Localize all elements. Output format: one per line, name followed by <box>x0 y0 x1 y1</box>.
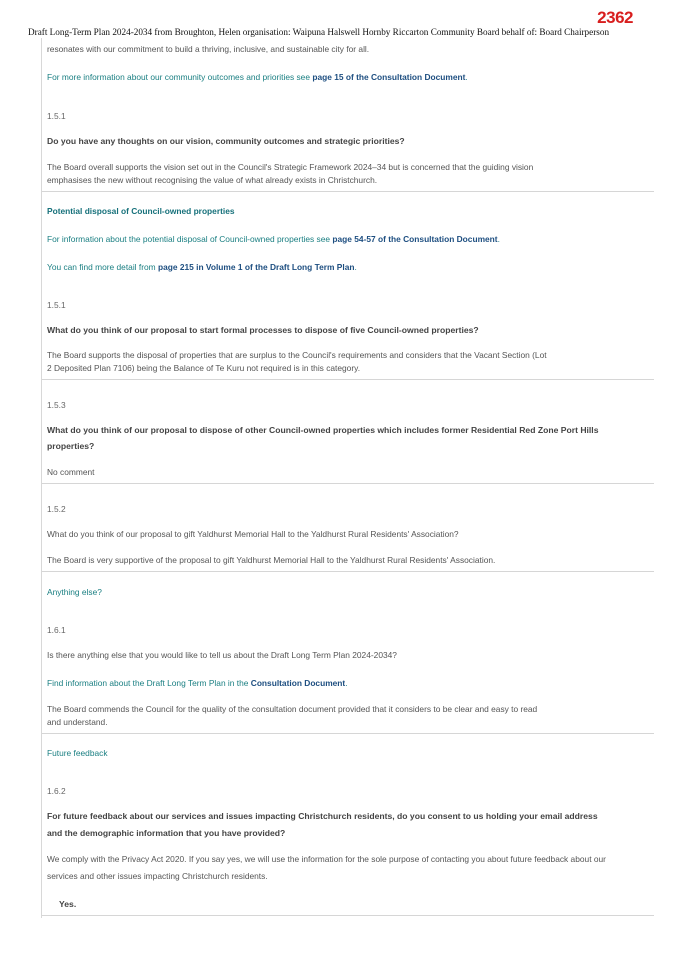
answer-other-properties: No comment <box>47 467 95 477</box>
question-anything-else: Is there anything else that you would like to tell us about the Draft Long Term Plan 2024-2034? <box>47 650 397 660</box>
answer-five-properties-line2: 2 Deposited Plan 7106) being the Balance of Te Kuru not required is in this category. <box>47 363 361 373</box>
question-other-properties-line2: properties? <box>47 441 95 451</box>
question-yaldhurst: What do you think of our proposal to gift Yaldhurst Memorial Hall to the Yaldhurst Rural Residents' Association? <box>47 529 459 539</box>
ltp-info: Find information about the Draft Long Term Plan in the Consultation Document. <box>47 678 348 688</box>
question-vision: Do you have any thoughts on our vision, community outcomes and strategic priorities? <box>47 136 405 146</box>
divider <box>42 571 654 572</box>
question-number: 1.6.2 <box>47 786 66 796</box>
question-number: 1.5.2 <box>47 504 66 514</box>
question-number: 1.5.3 <box>47 400 66 410</box>
question-number: 1.6.1 <box>47 625 66 635</box>
divider <box>42 915 654 916</box>
divider <box>42 191 654 192</box>
privacy-text-line1: We comply with the Privacy Act 2020. If you say yes, we will use the information for the sole purpose of contacting you about future feedback about our <box>47 854 606 864</box>
disposal-detail: You can find more detail from page 215 in Volume 1 of the Draft Long Term Plan. <box>47 262 357 272</box>
answer-anything-else-line1: The Board commends the Council for the quality of the consultation document provided that it considers to be clear and easy to read <box>47 704 538 714</box>
question-number: 1.5.1 <box>47 111 66 121</box>
section-heading-anything-else: Anything else? <box>47 587 102 597</box>
answer-five-properties-line1: The Board supports the disposal of properties that are surplus to the Council's requirements and considers that the Vacant Section (Lot <box>47 350 547 360</box>
question-number: 1.5.1 <box>47 300 66 310</box>
answer-vision-line2: emphasises the new without recognising the value of what already exists in Christchurch. <box>47 175 378 185</box>
community-info-link[interactable]: page 15 of the Consultation Document <box>312 72 466 82</box>
privacy-text-line2: services and other issues impacting Christchurch residents. <box>47 871 268 881</box>
section-heading-disposal: Potential disposal of Council-owned properties <box>47 206 235 216</box>
question-consent-line2: and the demographic information that you have provided? <box>47 828 286 838</box>
disposal-info: For information about the potential disposal of Council-owned properties see page 54-57 of the Consultation Document. <box>47 234 500 244</box>
answer-consent: Yes. <box>59 899 77 909</box>
question-other-properties-line1: What do you think of our proposal to dispose of other Council-owned properties which includes former Residential Red Zone Port Hills <box>47 425 599 435</box>
submission-content <box>41 38 654 918</box>
consultation-document-link[interactable]: Consultation Document <box>250 678 346 688</box>
disposal-detail-link[interactable]: page 215 in Volume 1 of the Draft Long Term Plan <box>157 262 355 272</box>
divider <box>42 733 654 734</box>
document-header: Draft Long-Term Plan 2024-2034 from Broughton, Helen organisation: Waipuna Halswell Hornby Riccarton Community Board behalf of: Board Chairperson <box>28 27 610 37</box>
question-five-properties: What do you think of our proposal to start formal processes to dispose of five Council-owned properties? <box>47 325 479 335</box>
question-consent-line1: For future feedback about our services and issues impacting Christchurch residents, do you consent to us holding your email address <box>47 811 598 821</box>
section-heading-future-feedback: Future feedback <box>47 748 108 758</box>
page-number: 2362 <box>597 8 633 27</box>
community-info: For more information about our community outcomes and priorities see page 15 of the Consultation Document. <box>47 72 468 82</box>
intro-line: resonates with our commitment to build a thriving, inclusive, and sustainable city for all. <box>47 44 370 54</box>
divider <box>42 379 654 380</box>
disposal-info-link[interactable]: page 54-57 of the Consultation Document <box>332 234 498 244</box>
answer-anything-else-line2: and understand. <box>47 717 108 727</box>
divider <box>42 483 654 484</box>
answer-yaldhurst: The Board is very supportive of the proposal to gift Yaldhurst Memorial Hall to the Yaldhurst Rural Residents' Association. <box>47 555 496 565</box>
answer-vision-line1: The Board overall supports the vision set out in the Council's Strategic Framework 2024–34 but is concerned that the guiding vision <box>47 162 534 172</box>
